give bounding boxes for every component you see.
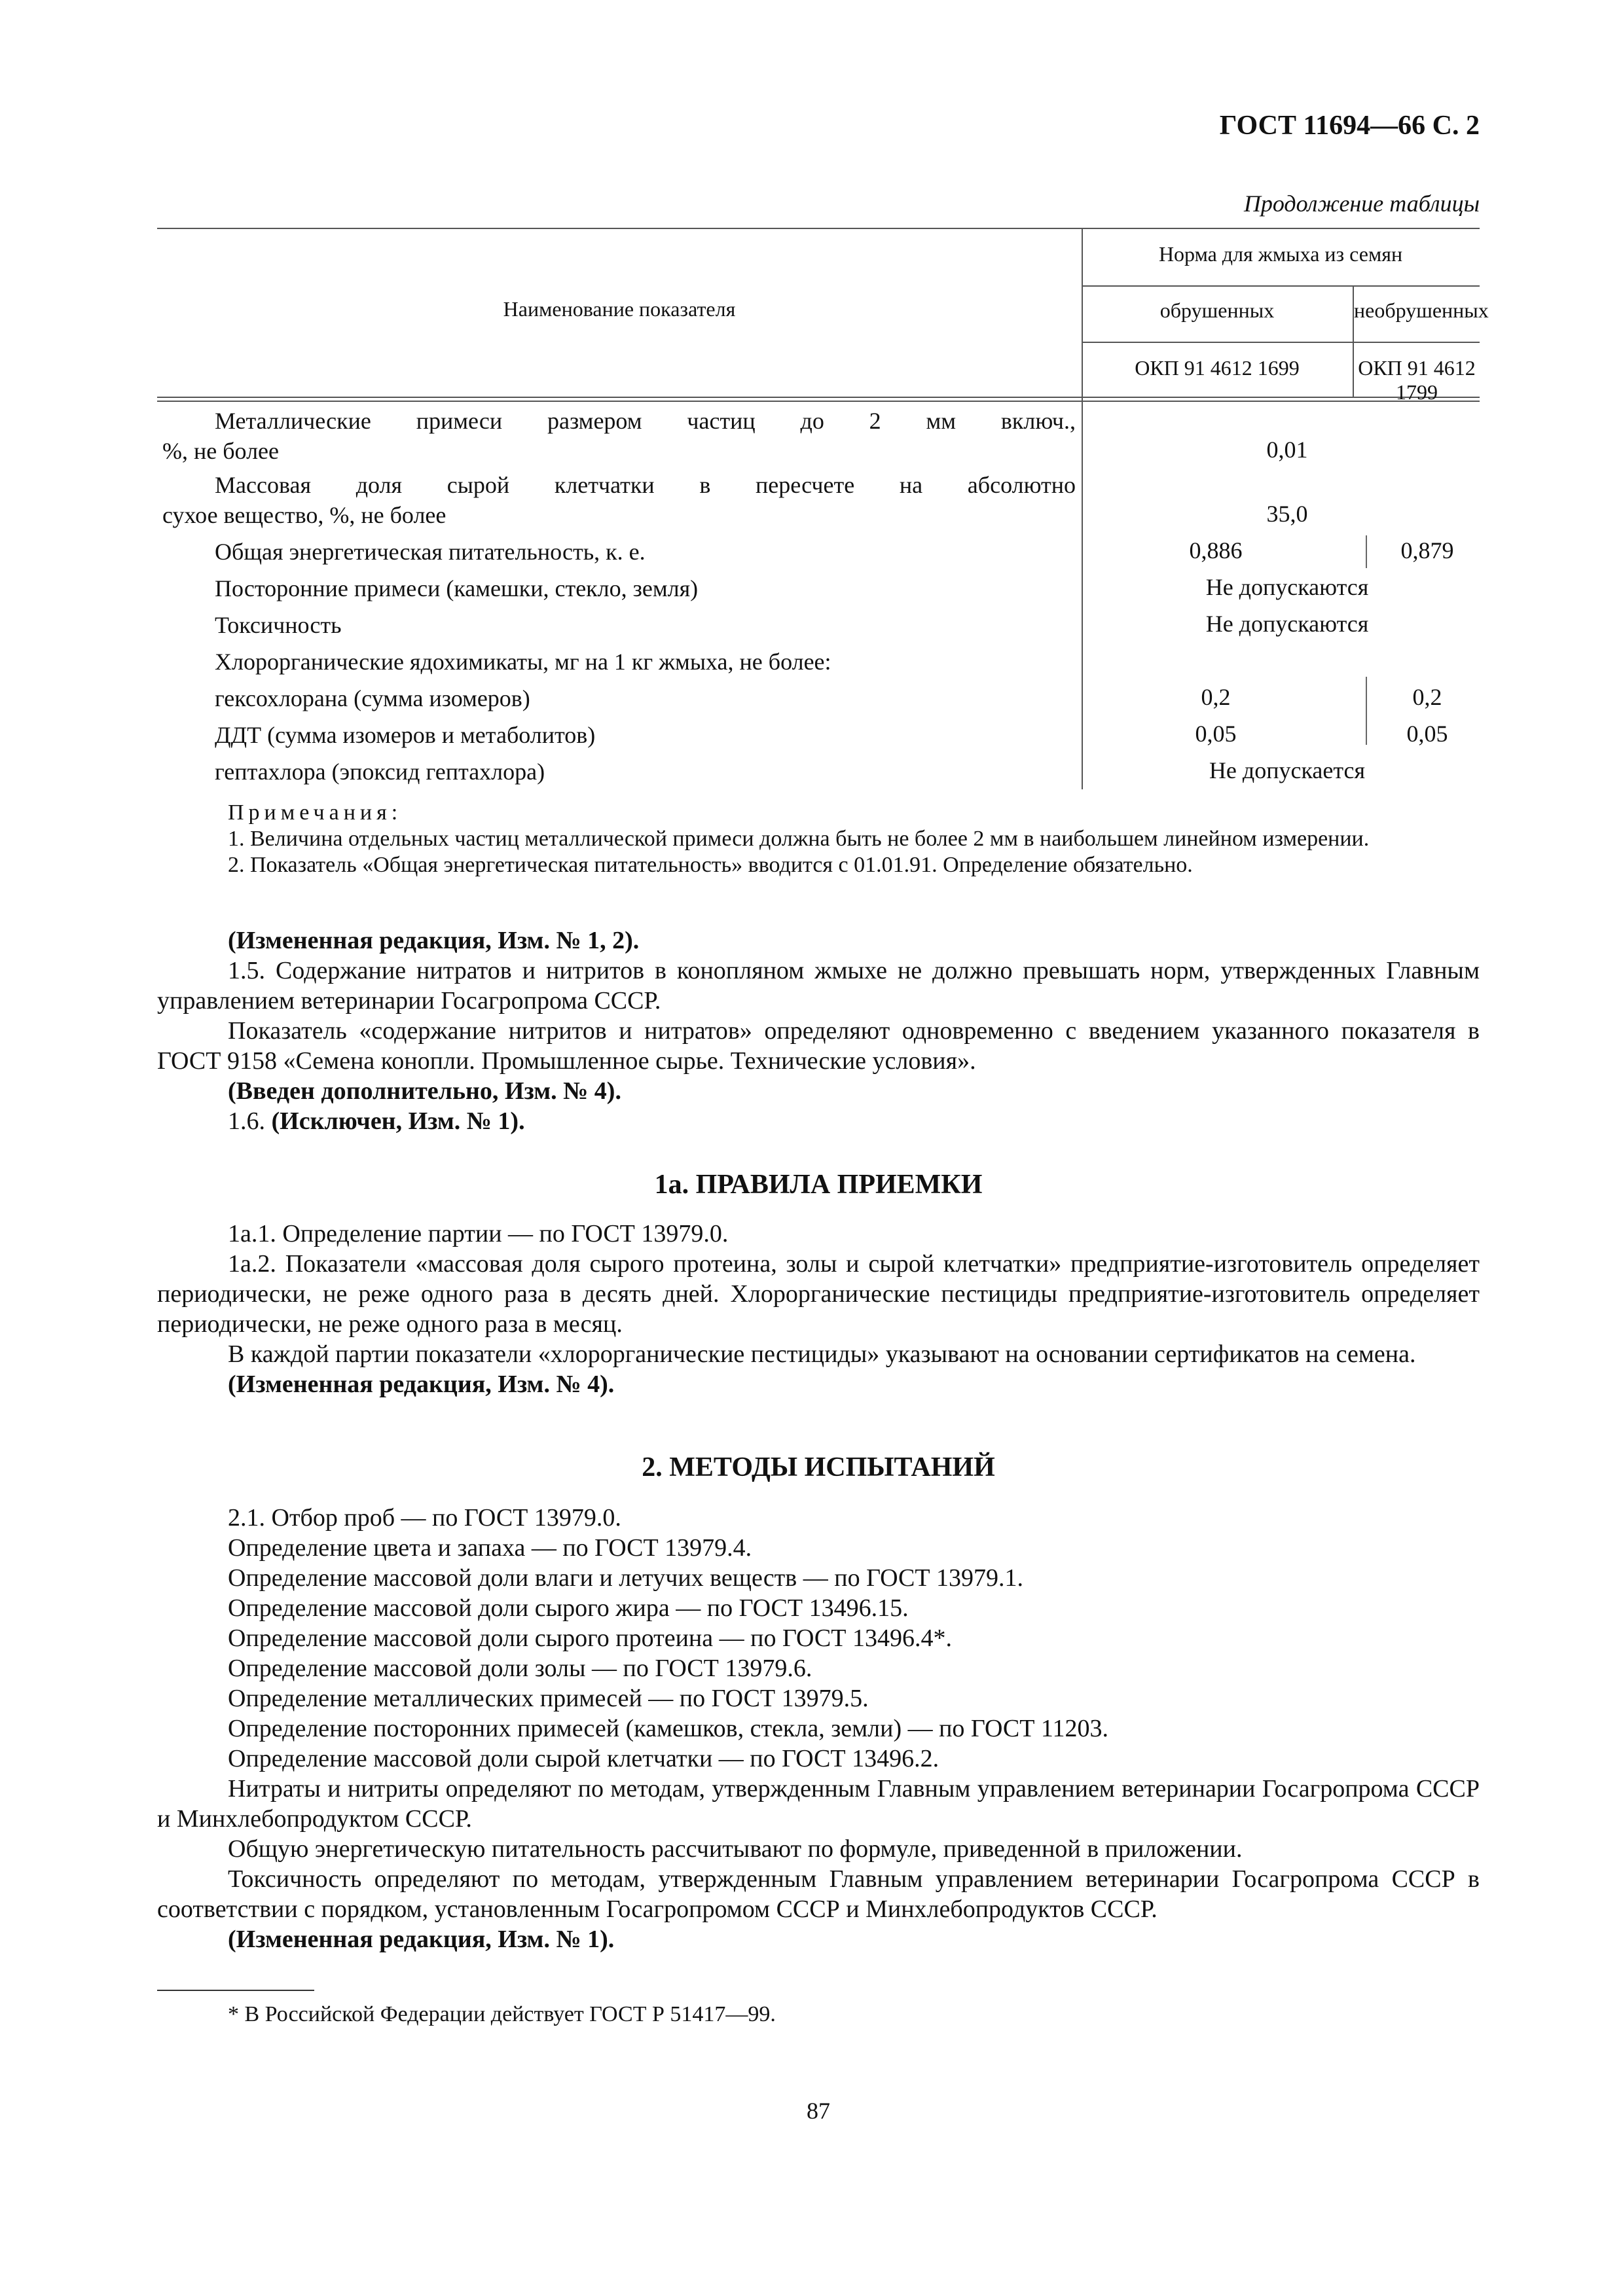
document-reference: ГОСТ 11694—66 С. 2 <box>1219 111 1480 141</box>
notes-block <box>157 800 1480 878</box>
row-label-cont: сухое вещество, %, не более <box>162 502 447 528</box>
row-label: гептахлора (эпоксид гептахлора) <box>215 759 545 785</box>
table-row <box>162 683 1076 713</box>
row-label: ДДТ (сумма изомеров и метаболитов) <box>215 722 596 748</box>
row-label: Хлорорганические ядохимикаты, мг на 1 кг жмыха, не более: <box>215 649 831 675</box>
header-bottom-rule <box>157 397 1480 398</box>
paragraph-1a-1: 1а.1. Определение партии — по ГОСТ 13979.0. <box>228 1220 729 1247</box>
row-label: Общая энергетическая питательность, к. е. <box>215 539 646 565</box>
footnote-text: * В Российской Федерации действует ГОСТ Р 51417—99. <box>228 2002 776 2026</box>
cell-divider <box>1366 535 1367 568</box>
table-row <box>162 757 1076 787</box>
paragraph-1-6 <box>157 1106 1480 1136</box>
row-label: гексохлорана (сумма изомеров) <box>215 685 530 711</box>
col-group-header: Норма для жмыха из семян <box>1158 242 1403 266</box>
row-value: 0,01 <box>1266 437 1308 463</box>
amendment-note: (Измененная редакция, Изм. № 4). <box>228 1371 615 1398</box>
row-value-b: 0,879 <box>1400 537 1454 564</box>
paragraph-indicator: Показатель «содержание нитритов и нитратов» определяют одновременно с введением указанного показателя в ГОСТ 9158 «Семена конопли. Промышленное сырье. Технические условия». <box>157 1017 1480 1075</box>
row-value: Не допускается <box>1209 757 1366 783</box>
cell-divider <box>1366 677 1367 745</box>
paragraph-1a-2: 1а.2. Показатели «массовая доля сырого протеина, золы и сырой клетчатки» предприятие-изготовитель определяет периодически, не реже одного раза в десять дней. Хлорорганические пестициды предприятие-изготовитель определяет периодически, не реже одного раза в месяц. <box>157 1250 1480 1338</box>
col-name-header: Наименование показателя <box>503 297 736 321</box>
row-label: Металлические примеси размером частиц до 2 мм включ., <box>215 408 1076 434</box>
table-row <box>162 610 1076 640</box>
table-row <box>162 647 1076 677</box>
method-item: Определение металлических примесей — по ГОСТ 13979.5. <box>228 1685 869 1712</box>
footnote-rule <box>157 1990 314 1991</box>
table-row <box>162 573 1076 603</box>
paragraph-1-5: 1.5. Содержание нитратов и нитритов в конопляном жмыхе не должно превышать норм, утвержденных Главным управлением ветеринарии Госагропрома СССР. <box>157 957 1480 1014</box>
document-page <box>157 0 1489 2296</box>
paragraph-nitrates: Нитраты и нитриты определяют по методам, утвержденным Главным управлением ветеринарии Госагропрома СССР и Минхлебопродуктом СССР. <box>157 1775 1480 1833</box>
section-heading-1a: 1а. ПРАВИЛА ПРИЕМКИ <box>654 1170 983 1200</box>
method-item: Определение массовой доли сырого протеина — по ГОСТ 13496.4*. <box>228 1624 952 1652</box>
table-row <box>162 537 1076 567</box>
note-1: 1. Величина отдельных частиц металлической примеси должна быть не более 2 мм в наибольшем линейном измерении. <box>228 827 1370 851</box>
paragraph-number: 1.6. <box>228 1107 265 1135</box>
row-value-a: 0,886 <box>1189 537 1243 564</box>
row-label: Посторонние примеси (камешки, стекло, земля) <box>215 575 699 601</box>
note-2: 2. Показатель «Общая энергетическая питательность» вводится с 01.01.91. Определение обязательно. <box>228 853 1193 877</box>
norms-table <box>157 228 1489 791</box>
method-item: Определение массовой доли сырой клетчатки — по ГОСТ 13496.2. <box>228 1745 939 1772</box>
row-value-b: 0,2 <box>1412 684 1442 710</box>
col-b-header: необрушенных <box>1354 298 1489 322</box>
paragraph-status: (Исключен, Изм. № 1). <box>271 1107 525 1135</box>
page-number: 87 <box>807 2098 830 2124</box>
row-value: Не допускаются <box>1205 574 1369 600</box>
method-item: Определение посторонних примесей (камешков, стекла, земли) — по ГОСТ 11203. <box>228 1715 1109 1742</box>
method-item: Определение массовой доли золы — по ГОСТ 13979.6. <box>228 1655 812 1682</box>
subhead-rule <box>1082 342 1480 343</box>
amendment-note: (Измененная редакция, Изм. № 1, 2). <box>228 927 640 954</box>
col-b-code: ОКП 91 4612 1799 <box>1358 356 1476 404</box>
table-row <box>162 406 1076 466</box>
amendment-note: (Измененная редакция, Изм. № 1). <box>228 1926 615 1953</box>
group-rule <box>1082 285 1480 287</box>
method-item: 2.1. Отбор проб — по ГОСТ 13979.0. <box>228 1504 621 1532</box>
table-top-rule <box>157 228 1480 229</box>
header-bottom-rule-2 <box>157 401 1480 402</box>
row-value-b: 0,05 <box>1406 721 1448 747</box>
footnote <box>157 2001 1480 2028</box>
row-value: Не допускаются <box>1205 611 1369 637</box>
col-a-header: обрушенных <box>1159 298 1275 322</box>
row-value: 35,0 <box>1266 501 1308 527</box>
row-value-a: 0,2 <box>1201 684 1231 710</box>
col-a-code: ОКП 91 4612 1699 <box>1135 356 1300 380</box>
paragraph-batch: В каждой партии показатели «хлорорганические пестициды» указывают на основании сертификатов на семена. <box>228 1340 1416 1368</box>
row-value-a: 0,05 <box>1195 721 1237 747</box>
paragraph-energy: Общую энергетическую питательность рассчитывают по формуле, приведенной в приложении. <box>228 1835 1243 1863</box>
body-acceptance <box>157 1219 1480 1399</box>
section-heading-2: 2. МЕТОДЫ ИСПЫТАНИЙ <box>642 1452 995 1482</box>
table-row <box>162 470 1076 530</box>
method-item: Определение массовой доли влаги и летучих веществ — по ГОСТ 13979.1. <box>228 1564 1024 1592</box>
amendment-note: (Введен дополнительно, Изм. № 4). <box>228 1077 621 1105</box>
notes-title: Примечания: <box>228 800 403 825</box>
table-row <box>162 720 1076 750</box>
row-label: Токсичность <box>215 612 342 638</box>
method-item: Определение массовой доли сырого жира — по ГОСТ 13496.15. <box>228 1594 909 1622</box>
method-item: Определение цвета и запаха — по ГОСТ 13979.4. <box>228 1534 752 1562</box>
row-label-cont: %, не более <box>162 438 279 464</box>
paragraph-toxicity: Токсичность определяют по методам, утвержденным Главным управлением ветеринарии Госагропрома СССР в соответствии с порядком, установленным Госагропромом СССР и Минхлебопродуктов СССР. <box>157 1865 1480 1923</box>
row-label: Массовая доля сырой клетчатки в пересчете на абсолютно <box>215 472 1076 498</box>
body-upper <box>157 925 1480 1136</box>
body-methods <box>157 1503 1480 1954</box>
table-continuation-label: Продолжение таблицы <box>1243 190 1480 217</box>
